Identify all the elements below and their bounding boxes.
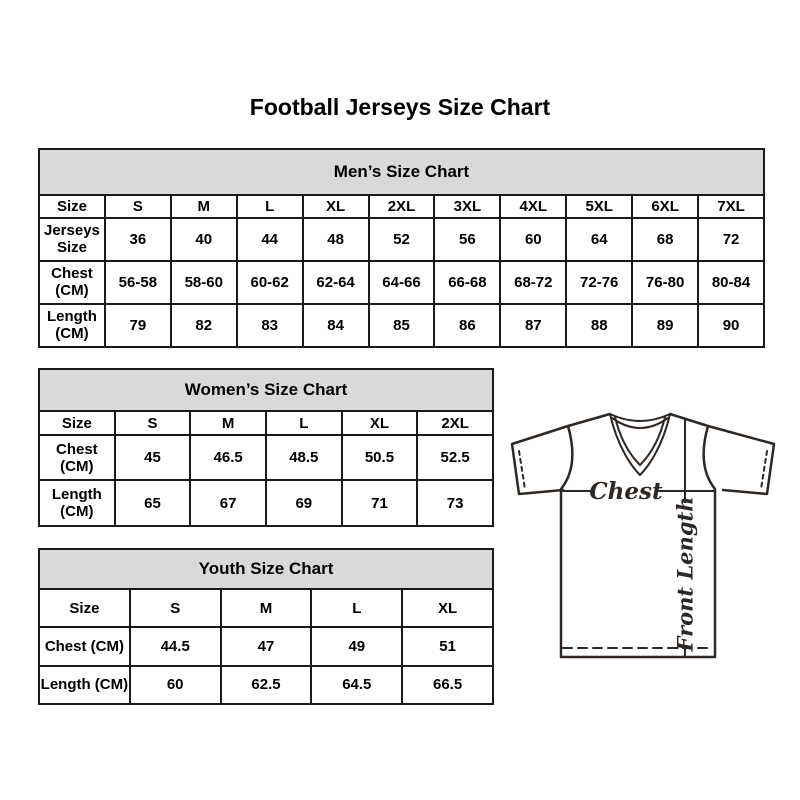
table-cell: 84 [303, 304, 369, 347]
jersey-collar-arcs [610, 414, 670, 428]
table-cell: XL [402, 589, 493, 627]
table-cell: XL [303, 195, 369, 218]
table-cell: 2XL [417, 411, 493, 435]
table-cell: 80-84 [698, 261, 764, 304]
table-cell: 85 [369, 304, 435, 347]
table-title: Men’s Size Chart [39, 149, 764, 195]
jersey-left-cuff-dashes [519, 451, 525, 489]
table-cell: 65 [115, 480, 191, 526]
table-cell: 4XL [500, 195, 566, 218]
table-row [39, 666, 493, 704]
table-cell: S [105, 195, 171, 218]
table-cell: 64-66 [369, 261, 435, 304]
page-title: Football Jerseys Size Chart [249, 94, 551, 120]
table-cell: 72-76 [566, 261, 632, 304]
table-cell: 68 [632, 218, 698, 261]
table-cell: 79 [105, 304, 171, 347]
table-row [39, 435, 493, 480]
table-cell: 60-62 [237, 261, 303, 304]
table-cell: 46.5 [190, 435, 266, 480]
table-cell: L [266, 411, 342, 435]
row-label: Length (CM) [39, 666, 130, 704]
table-cell: 60 [500, 218, 566, 261]
table-cell: L [237, 195, 303, 218]
table-row [39, 411, 493, 435]
table-row [39, 589, 493, 627]
table-cell: S [115, 411, 191, 435]
table-cell: 66.5 [402, 666, 493, 704]
table-cell: 2XL [369, 195, 435, 218]
table-cell: 71 [342, 480, 418, 526]
table-row [39, 304, 764, 347]
row-label: Jerseys Size [39, 218, 105, 261]
front-length-label: Front Length [672, 496, 698, 652]
table-cell: 40 [171, 218, 237, 261]
row-label: Size [39, 195, 105, 218]
table-cell: 56 [434, 218, 500, 261]
table-cell: 67 [190, 480, 266, 526]
table-cell: 60 [130, 666, 221, 704]
size-table [38, 148, 765, 348]
table-cell: 7XL [698, 195, 764, 218]
row-label: Size [39, 589, 130, 627]
table-cell: 87 [500, 304, 566, 347]
table-cell: 50.5 [342, 435, 418, 480]
table-cell: M [190, 411, 266, 435]
size-table [38, 368, 494, 527]
table-cell: 88 [566, 304, 632, 347]
table-cell: 58-60 [171, 261, 237, 304]
table-cell: 82 [171, 304, 237, 347]
table-row [39, 480, 493, 526]
row-label: Chest (CM) [39, 435, 115, 480]
row-label: Length (CM) [39, 480, 115, 526]
table-cell: 73 [417, 480, 493, 526]
chest-label: Chest [589, 478, 663, 505]
table-cell: 69 [266, 480, 342, 526]
table-cell: 44.5 [130, 627, 221, 665]
table-cell: 89 [632, 304, 698, 347]
table-cell: 66-68 [434, 261, 500, 304]
table-cell: 68-72 [500, 261, 566, 304]
table-cell: 52 [369, 218, 435, 261]
table-cell: 5XL [566, 195, 632, 218]
table-cell: S [130, 589, 221, 627]
table-title: Women’s Size Chart [39, 369, 493, 411]
table-cell: 49 [311, 627, 402, 665]
table-cell: 48.5 [266, 435, 342, 480]
table-title: Youth Size Chart [39, 549, 493, 589]
table-cell: 6XL [632, 195, 698, 218]
table-cell: 90 [698, 304, 764, 347]
jersey-diagram [503, 404, 783, 668]
table-cell: 36 [105, 218, 171, 261]
table-cell: 86 [434, 304, 500, 347]
table-cell: 51 [402, 627, 493, 665]
table-cell: 76-80 [632, 261, 698, 304]
table-cell: 56-58 [105, 261, 171, 304]
table-cell: 64.5 [311, 666, 402, 704]
jersey-right-sleeve [708, 426, 774, 494]
youth-size-table [38, 548, 494, 705]
table-cell: 52.5 [417, 435, 493, 480]
table-cell: 62-64 [303, 261, 369, 304]
jersey-right-cuff-dashes [761, 451, 767, 489]
table-cell: 64 [566, 218, 632, 261]
mens-size-table [38, 148, 765, 348]
table-row [39, 261, 764, 304]
table-row [39, 218, 764, 261]
table-row [39, 627, 493, 665]
row-label: Size [39, 411, 115, 435]
womens-size-table [38, 368, 494, 527]
table-row [39, 195, 764, 218]
table-cell: 62.5 [221, 666, 312, 704]
table-cell: 47 [221, 627, 312, 665]
table-cell: 72 [698, 218, 764, 261]
table-cell: 83 [237, 304, 303, 347]
row-label: Chest (CM) [39, 261, 105, 304]
table-cell: 3XL [434, 195, 500, 218]
table-cell: M [171, 195, 237, 218]
table-cell: 44 [237, 218, 303, 261]
table-cell: L [311, 589, 402, 627]
row-label: Chest (CM) [39, 627, 130, 665]
size-table [38, 548, 494, 705]
table-cell: M [221, 589, 312, 627]
row-label: Length (CM) [39, 304, 105, 347]
table-cell: 48 [303, 218, 369, 261]
table-cell: XL [342, 411, 418, 435]
table-cell: 45 [115, 435, 191, 480]
